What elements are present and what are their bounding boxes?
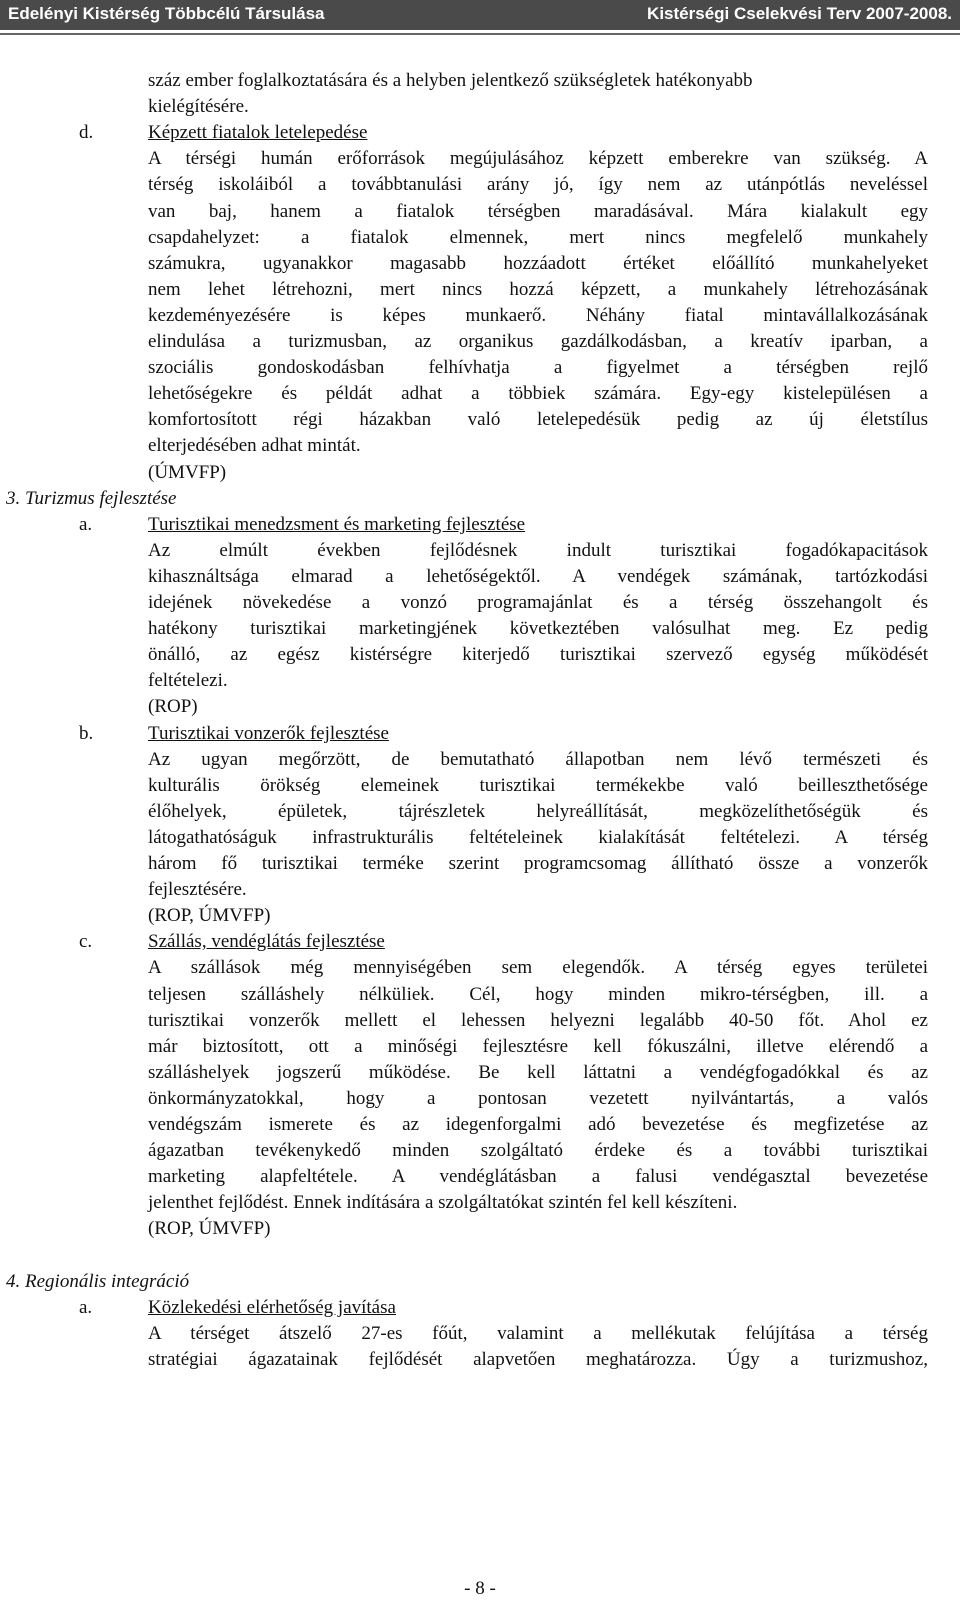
text-line: ágazatban tevékenykedő minden szolgáltató érdeke és a további turisztikai xyxy=(148,1140,928,1161)
text-line: feltételezi. xyxy=(148,670,228,691)
list-marker: a. xyxy=(79,1297,93,1318)
list-marker: c. xyxy=(79,931,93,952)
header-document-title: Kistérségi Cselekvési Terv 2007-2008. xyxy=(647,4,952,23)
text-line: számukra, ugyanakkor magasabb hozzáadott értéket előállító munkahelyeket xyxy=(148,253,928,274)
subsection-heading: Közlekedési elérhetőség javítása xyxy=(148,1297,396,1318)
text-line: kezdeményezésére is képes munkaerő. Néhány fiatal mintavállalkozásának xyxy=(148,305,928,326)
header-organization: Edelényi Kistérség Többcélú Társulása xyxy=(8,4,325,23)
text-line: vendégszám ismerete és az idegenforgalmi adó bevezetése és megfizetése az xyxy=(148,1114,928,1135)
header-divider xyxy=(0,33,960,35)
text-line: A térséget átszelő 27-es főút, valamint a mellékutak felújítása a térség xyxy=(148,1323,928,1344)
text-line: (ÚMVFP) xyxy=(148,462,227,483)
list-marker: a. xyxy=(79,514,93,535)
text-line: látogathatóságuk infrastrukturális feltételeinek kialakítását feltételezi. A térség xyxy=(148,827,928,848)
text-line: (ROP, ÚMVFP) xyxy=(148,1218,271,1239)
text-line: nem lehet létrehozni, mert nincs hozzá képzett, a munkahely létrehozásának xyxy=(148,279,928,300)
text-line: (ROP, ÚMVFP) xyxy=(148,905,271,926)
text-line: lehetőségekre és példát adhat a többiek számára. Egy-egy kistelepülésen a xyxy=(148,383,928,404)
text-line: fejlesztésére. xyxy=(148,879,247,900)
subsection-heading: Turisztikai menedzsment és marketing fejlesztése xyxy=(148,514,526,535)
text-line: Az elmúlt években fejlődésnek indult turisztikai fogadókapacitások xyxy=(148,540,928,561)
text-line: kihasználtsága elmarad a lehetőségektől. A vendégek számának, tartózkodási xyxy=(148,566,928,587)
text-line: komfortosított régi házakban való letelepedésük pedig az új életstílus xyxy=(148,409,928,430)
text-line: Az ugyan megőrzött, de bemutatható állapotban nem lévő természeti és xyxy=(148,749,928,770)
text-line: kulturális örökség elemeinek turisztikai termékekbe való beilleszthetősége xyxy=(148,775,928,796)
section-heading: 3. Turizmus fejlesztése xyxy=(6,488,177,509)
page-header xyxy=(0,0,960,30)
text-line: A térségi humán erőforrások megújulásához képzett emberekre van szükség. A xyxy=(148,148,928,169)
text-line: már biztosított, ott a minőségi fejlesztésre kell fókuszálni, illetve elérendő a xyxy=(148,1036,928,1057)
list-marker: d. xyxy=(79,122,94,143)
text-line: teljesen szálláshely nélküliek. Cél, hogy minden mikro-térségben, ill. a xyxy=(148,984,928,1005)
text-line: van baj, hanem a fiatalok térségben maradásával. Mára kialakult egy xyxy=(148,201,928,222)
text-line: önálló, az egész kistérségre kiterjedő turisztikai szervező egység működését xyxy=(148,644,928,665)
text-line: idejének növekedése a vonzó programajánlat és a térség összehangolt és xyxy=(148,592,928,613)
text-line: (ROP) xyxy=(148,696,198,717)
text-line: stratégiai ágazatainak fejlődését alapvetően meghatározza. Úgy a turizmushoz, xyxy=(148,1349,928,1370)
subsection-heading: Turisztikai vonzerők fejlesztése xyxy=(148,723,389,744)
section-heading: 4. Regionális integráció xyxy=(6,1271,190,1292)
text-line: elterjedésében adhat mintát. xyxy=(148,435,361,456)
text-line: térség iskoláiból a továbbtanulási arány jó, így nem az utánpótlás neveléssel xyxy=(148,174,928,195)
text-line: A szállások még mennyiségében sem elegendők. A térség egyes területei xyxy=(148,957,928,978)
list-marker: b. xyxy=(79,723,94,744)
text-line: csapdahelyzet: a fiatalok elmennek, mert nincs megfelelő munkahely xyxy=(148,227,928,248)
text-line: turisztikai vonzerők mellett el lehessen helyezni legalább 40-50 főt. Ahol ez xyxy=(148,1010,928,1031)
text-line: szálláshelyek jogszerű működése. Be kell láttatni a vendégfogadókkal és az xyxy=(148,1062,928,1083)
text-line: kielégítésére. xyxy=(148,96,249,117)
page-number: - 8 - xyxy=(464,1578,496,1599)
text-line: hatékony turisztikai marketingjének következtében valósulhat meg. Ez pedig xyxy=(148,618,928,639)
text-line: jelenthet fejlődést. Ennek indítására a szolgáltatókat szintén fel kell készíteni. xyxy=(148,1192,738,1213)
text-line: szociális gondoskodásban felhívhatja a figyelmet a térségben rejlő xyxy=(148,357,928,378)
text-line: száz ember foglalkoztatására és a helyben jelentkező szükségletek hatékonyabb xyxy=(148,70,753,91)
text-line: három fő turisztikai terméke szerint programcsomag állítható össze a vonzerők xyxy=(148,853,928,874)
text-line: önkormányzatokkal, hogy a pontosan vezetett nyilvántartás, a valós xyxy=(148,1088,928,1109)
subsection-heading: Képzett fiatalok letelepedése xyxy=(148,122,368,143)
subsection-heading: Szállás, vendéglátás fejlesztése xyxy=(148,931,385,952)
text-line: élőhelyek, épületek, tájrészletek helyreállítását, megközelíthetőségük és xyxy=(148,801,928,822)
text-line: elindulása a turizmusban, az organikus gazdálkodásban, a kreatív iparban, a xyxy=(148,331,928,352)
text-line: marketing alapfeltétele. A vendéglátásban a falusi vendégasztal bevezetése xyxy=(148,1166,928,1187)
